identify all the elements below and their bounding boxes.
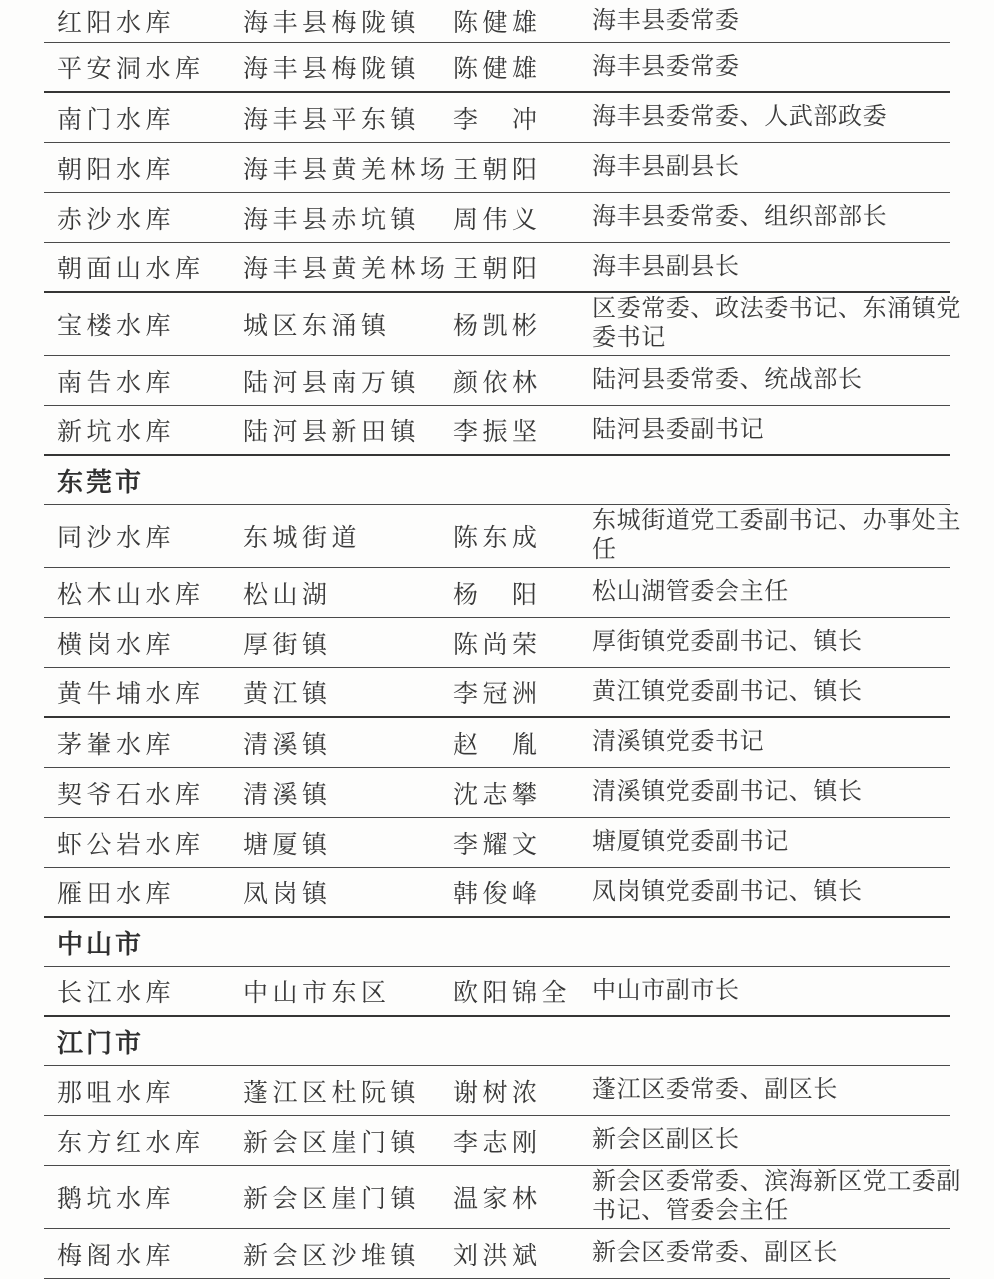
location-cell: 新会区崖门镇 <box>243 1129 421 1157</box>
location-cell: 清溪镇 <box>243 781 332 809</box>
lake-chief-title-cell: 海丰县委常委、人武部政委 <box>592 104 888 130</box>
reservoir-name-cell: 长江水库 <box>57 980 176 1007</box>
lake-chief-title-cell: 新会区委常委、滨海新区党工委副书记、管委会主任 <box>592 1169 961 1224</box>
table-row <box>44 93 950 143</box>
location-cell: 塘厦镇 <box>243 831 332 859</box>
reservoir-name-cell: 鹅坑水库 <box>57 1186 176 1213</box>
reservoir-name-cell: 同沙水库 <box>57 525 176 552</box>
table-row <box>44 293 961 356</box>
location-cell: 清溪镇 <box>243 731 332 759</box>
lake-chief-name-cell: 李冠洲 <box>453 681 542 708</box>
city-header-row <box>44 918 950 967</box>
city-name-label: 东莞市 <box>57 466 145 497</box>
table-row <box>44 356 950 406</box>
lake-chief-name-cell: 李耀文 <box>453 831 542 859</box>
location-cell: 海丰县黄羌林场 <box>243 156 450 184</box>
lake-chief-name-cell: 周伟义 <box>453 206 542 234</box>
lake-chief-name-cell: 李 冲 <box>453 106 542 134</box>
lake-chief-name-cell: 刘洪斌 <box>453 1242 542 1270</box>
lake-chief-name-cell: 陈健雄 <box>453 56 542 83</box>
city-section <box>44 918 950 1017</box>
table-row <box>44 868 950 918</box>
table-row <box>44 1166 961 1229</box>
lake-chief-name-cell: 杨凯彬 <box>453 313 542 340</box>
reservoir-name-cell: 南门水库 <box>57 106 176 134</box>
lake-chief-title-cell: 松山湖管委会主任 <box>592 579 789 605</box>
reservoir-name-cell: 茅輋水库 <box>57 731 176 759</box>
reservoir-name-cell: 梅阁水库 <box>57 1242 176 1270</box>
location-cell: 东城街道 <box>243 525 362 552</box>
reservoir-name-cell: 雁田水库 <box>57 881 176 908</box>
reservoir-name-cell: 红阳水库 <box>57 10 176 37</box>
location-cell: 海丰县梅陇镇 <box>243 10 421 37</box>
location-cell: 松山湖 <box>243 581 332 609</box>
table-row <box>44 718 950 768</box>
reservoir-name-cell: 朝阳水库 <box>57 156 176 184</box>
table-row <box>44 143 950 193</box>
lake-chief-title-cell: 塘厦镇党委副书记 <box>592 829 789 855</box>
reservoir-name-cell: 那咀水库 <box>57 1079 176 1107</box>
city-header-row <box>44 1017 950 1066</box>
city-header-row <box>44 456 950 505</box>
table-row <box>44 668 950 718</box>
lake-chief-name-cell: 李志刚 <box>453 1129 542 1157</box>
location-cell: 城区东涌镇 <box>243 313 391 340</box>
table-row <box>44 618 950 668</box>
location-cell: 陆河县南万镇 <box>243 369 421 397</box>
table-row <box>44 1229 950 1279</box>
lake-chief-name-cell: 杨 阳 <box>453 581 542 609</box>
location-cell: 新会区沙堆镇 <box>243 1242 421 1270</box>
lake-chief-title-cell: 海丰县委常委 <box>592 53 740 80</box>
location-cell: 海丰县梅陇镇 <box>243 56 421 83</box>
reservoir-name-cell: 契爷石水库 <box>57 781 205 809</box>
city-name-label: 中山市 <box>57 928 145 959</box>
reservoir-chiefs-table <box>44 0 961 1279</box>
lake-chief-title-cell: 海丰县副县长 <box>592 253 740 280</box>
lake-chief-title-cell: 凤岗镇党委副书记、镇长 <box>592 878 863 905</box>
table-row <box>44 1066 950 1116</box>
location-cell: 凤岗镇 <box>243 881 332 908</box>
reservoir-name-cell: 新坑水库 <box>57 419 176 446</box>
lake-chief-title-cell: 清溪镇党委书记 <box>592 729 765 755</box>
table-row <box>44 1116 950 1166</box>
lake-chief-name-cell: 王朝阳 <box>453 256 542 283</box>
lake-chief-name-cell: 谢树浓 <box>453 1079 542 1107</box>
reservoir-name-cell: 东方红水库 <box>57 1129 205 1157</box>
reservoir-name-cell: 横岗水库 <box>57 631 176 659</box>
location-cell: 厚街镇 <box>243 631 332 659</box>
reservoir-name-cell: 黄牛埔水库 <box>57 681 205 708</box>
location-cell: 海丰县赤坑镇 <box>243 206 421 234</box>
lake-chief-title-cell: 新会区委常委、副区长 <box>592 1240 838 1266</box>
lake-chief-title-cell: 厚街镇党委副书记、镇长 <box>592 629 863 655</box>
lake-chief-name-cell: 陈东成 <box>453 525 542 552</box>
reservoir-name-cell: 松木山水库 <box>57 581 205 609</box>
lake-chief-name-cell: 王朝阳 <box>453 156 542 184</box>
location-cell: 新会区崖门镇 <box>243 1186 421 1213</box>
lake-chief-title-cell: 海丰县副县长 <box>592 154 740 180</box>
table-row <box>44 406 950 456</box>
lake-chief-title-cell: 区委常委、政法委书记、东涌镇党委书记 <box>592 296 961 351</box>
table-row <box>44 193 950 243</box>
lake-chief-title-cell: 黄江镇党委副书记、镇长 <box>592 678 863 705</box>
location-cell: 黄江镇 <box>243 681 332 708</box>
lake-chief-name-cell: 颜依林 <box>453 369 542 397</box>
lake-chief-name-cell: 温家林 <box>453 1186 542 1213</box>
lake-chief-name-cell: 韩俊峰 <box>453 881 542 908</box>
lake-chief-title-cell: 海丰县委常委、组织部部长 <box>592 204 888 230</box>
reservoir-name-cell: 平安洞水库 <box>57 56 205 83</box>
table-row <box>44 967 950 1017</box>
table-row <box>44 568 950 618</box>
reservoir-name-cell: 赤沙水库 <box>57 206 176 234</box>
reservoir-name-cell: 虾公岩水库 <box>57 831 205 859</box>
reservoir-name-cell: 朝面山水库 <box>57 256 205 283</box>
reservoir-name-cell: 宝楼水库 <box>57 313 176 340</box>
city-section <box>44 1017 961 1279</box>
lake-chief-title-cell: 蓬江区委常委、副区长 <box>592 1077 838 1103</box>
lake-chief-name-cell: 欧阳锦全 <box>453 980 572 1007</box>
table-row <box>44 505 961 568</box>
lake-chief-title-cell: 中山市副市长 <box>592 977 740 1004</box>
location-cell: 海丰县黄羌林场 <box>243 256 450 283</box>
lake-chief-title-cell: 海丰县委常委 <box>592 7 740 34</box>
table-row <box>44 768 950 818</box>
location-cell: 蓬江区杜阮镇 <box>243 1079 421 1107</box>
lake-chief-name-cell: 李振坚 <box>453 419 542 446</box>
city-name-label: 江门市 <box>57 1027 145 1058</box>
lake-chief-title-cell: 新会区副区长 <box>592 1127 740 1153</box>
location-cell: 陆河县新田镇 <box>243 419 421 446</box>
lake-chief-title-cell: 陆河县委常委、统战部长 <box>592 367 863 393</box>
table-row <box>44 43 950 93</box>
table-row <box>44 818 950 868</box>
lake-chief-title-cell: 东城街道党工委副书记、办事处主任 <box>592 508 961 563</box>
reservoir-name-cell: 南告水库 <box>57 369 176 397</box>
city-section <box>44 0 961 456</box>
city-section <box>44 456 961 918</box>
lake-chief-title-cell: 陆河县委副书记 <box>592 416 765 443</box>
table-row <box>44 243 950 293</box>
lake-chief-name-cell: 沈志攀 <box>453 781 542 809</box>
table-row <box>44 0 950 43</box>
lake-chief-title-cell: 清溪镇党委副书记、镇长 <box>592 779 863 805</box>
lake-chief-name-cell: 赵 胤 <box>453 731 542 759</box>
lake-chief-name-cell: 陈健雄 <box>453 10 542 37</box>
location-cell: 中山市东区 <box>243 980 391 1007</box>
location-cell: 海丰县平东镇 <box>243 106 421 134</box>
lake-chief-name-cell: 陈尚荣 <box>453 631 542 659</box>
